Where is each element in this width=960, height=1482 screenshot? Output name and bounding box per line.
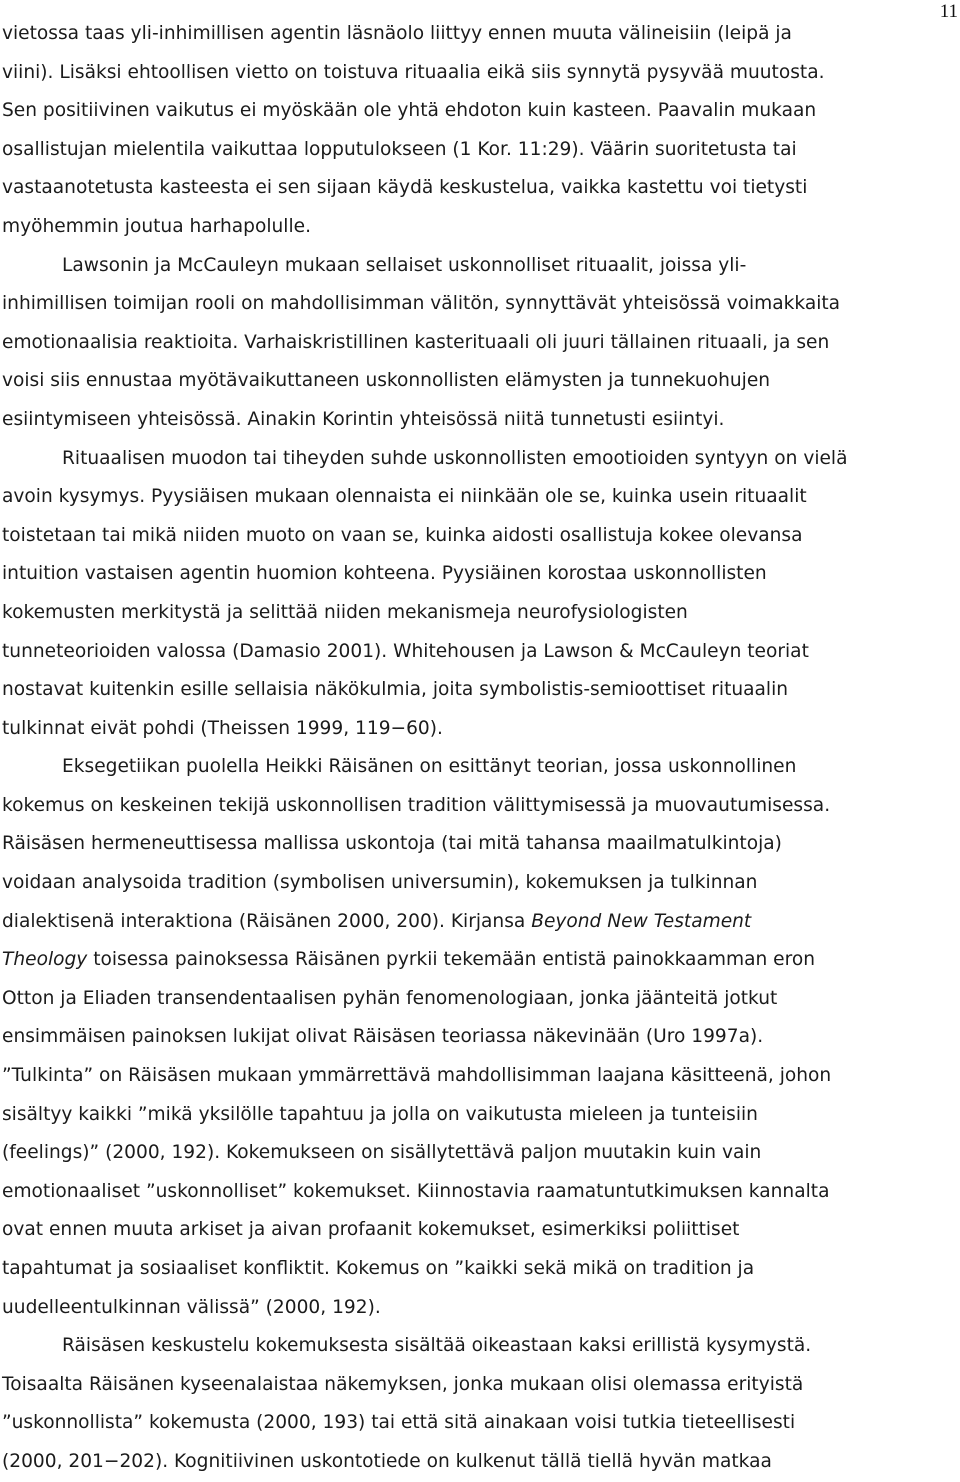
text-line: toistetaan tai mikä niiden muoto on vaan se, kuinka aidosti osallistuja kokee olevansa [2,524,803,546]
text-line [2,941,957,980]
text-line: emotionaaliset ”uskonnolliset” kokemukset. Kiinnostavia raamatuntutkimuksen kannalta [2,1180,830,1202]
text-segment: toisessa painoksessa Räisänen pyrkii tekemään entistä painokkaamman eron [87,949,815,971]
text-line: avoin kysymys. Pyysiäisen mukaan olennaista ei niinkään ole se, kuinka usein rituaalit [2,486,807,508]
text-line: Lawsonin ja McCauleyn mukaan sellaiset uskonnolliset rituaalit, joissa yli- [62,254,747,276]
paragraph-4 [2,748,957,1327]
text-line: uudelleentulkinnan välissä” (2000, 192). [2,1296,381,1318]
text-line: emotionaalisia reaktioita. Varhaiskristillinen kasterituaali oli juuri tällainen rituaali, ja sen [2,331,830,353]
text-line: Toisaalta Räisänen kyseenalaistaa näkemyksen, jonka mukaan olisi olemassa erityistä [2,1373,804,1395]
text-line: esiintymiseen yhteisössä. Ainakin Korintin yhteisössä niitä tunnetusti esiintyi. [2,408,725,430]
text-line: (2000, 201−202). Kognitiivinen uskontotiede on kulkenut tällä tiellä hyvän matkaa [2,1450,772,1472]
text-line: sisältyy kaikki ”mikä yksilölle tapahtuu ja jolla on vaikutusta mieleen ja tunteisiin [2,1103,758,1125]
page-body [2,15,957,1482]
text-line: Eksegetiikan puolella Heikki Räisänen on esittänyt teorian, jossa uskonnollinen [62,756,797,778]
text-line: ”uskonnollista” kokemusta (2000, 193) tai että sitä ainakaan voisi tutkia tieteellisesti [2,1412,796,1434]
paragraph-3 [2,440,957,749]
text-line: vietossa taas yli-inhimillisen agentin läsnäolo liittyy ennen muuta välineisiin (leipä ja [2,23,792,44]
text-line: kokemus on keskeinen tekijä uskonnollisen tradition välittymisessä ja muovautumisessa. [2,794,831,816]
text-line: nostavat kuitenkin esille sellaisia näkökulmia, joita symbolistis-semioottiset rituaalin [2,679,789,701]
text-line: ovat ennen muuta arkiset ja aivan profaanit kokemukset, esimerkiksi poliittiset [2,1219,740,1241]
text-line: tunneteorioiden valossa (Damasio 2001). Whitehousen ja Lawson & McCauleyn teoriat [2,640,809,662]
page-number: 11 [939,1,958,22]
text-line: tapahtumat ja sosiaaliset konfliktit. Kokemus on ”kaikki sekä mikä on tradition ja [2,1258,755,1279]
text-line: ”Tulkinta” on Räisäsen mukaan ymmärrettävä mahdollisimman laajana käsitteenä, johon [2,1065,832,1087]
text-line: Räisäsen keskustelu kokemuksesta sisältää oikeastaan kaksi erillistä kysymystä. [62,1335,812,1357]
text-line: voisi siis ennustaa myötävaikuttaneen uskonnollisten elämysten ja tunnekuohujen [2,370,771,392]
text-line: intuition vastaisen agentin huomion kohteena. Pyysiäinen korostaa uskonnollisten [2,563,767,585]
text-line: Sen positiivinen vaikutus ei myöskään ole yhtä ehdoton kuin kasteen. Paavalin mukaan [2,100,817,122]
text-line: tulkinnat eivät pohdi (Theissen 1999, 119−60). [2,717,443,739]
book-title: Theology [2,949,88,971]
text-line: Rituaalisen muodon tai tiheyden suhde uskonnollisten emootioiden syntyyn on vielä [62,447,848,469]
text-line: vastaanotetusta kasteesta ei sen sijaan käydä keskustelua, vaikka kastettu voi tietysti [2,177,808,199]
text-line: voidaan analysoida tradition (symbolisen universumin), kokemuksen ja tulkinnan [2,872,758,894]
text-line: kokemusten merkitystä ja selittää niiden mekanismeja neurofysiologisten [2,601,688,623]
text-line: Räisäsen hermeneuttisessa mallissa uskontoja (tai mitä tahansa maailmatulkintoja) [2,833,782,855]
book-title: Beyond New Testament [531,910,752,932]
paragraph-5 [2,1327,957,1481]
paragraph-1 [2,15,957,247]
text-line: Otton ja Eliaden transendentaalisen pyhän fenomenologiaan, jonka jäänteitä jotkut [2,987,778,1009]
paragraph-2 [2,247,957,440]
text-line [2,903,957,942]
text-line: viini). Lisäksi ehtoollisen vietto on toistuva rituaalia eikä siis synnytä pysyvää muutosta. [2,61,825,83]
text-line: inhimillisen toimijan rooli on mahdollisimman välitön, synnyttävät yhteisössä voimakkaita [2,293,841,315]
text-line: myöhemmin joutua harhapolulle. [2,215,311,237]
text-line: osallistujan mielentila vaikuttaa lopputulokseen (1 Kor. 11:29). Väärin suoritetusta tai [2,138,797,160]
text-segment: dialektisenä interaktiona (Räisänen 2000, 200). Kirjansa [2,910,532,932]
text-line: ensimmäisen painoksen lukijat olivat Räisäsen teoriassa näkevinään (Uro 1997a). [2,1026,764,1048]
text-line: (feelings)” (2000, 192). Kokemukseen on sisällytettävä paljon muutakin kuin vain [2,1142,762,1164]
